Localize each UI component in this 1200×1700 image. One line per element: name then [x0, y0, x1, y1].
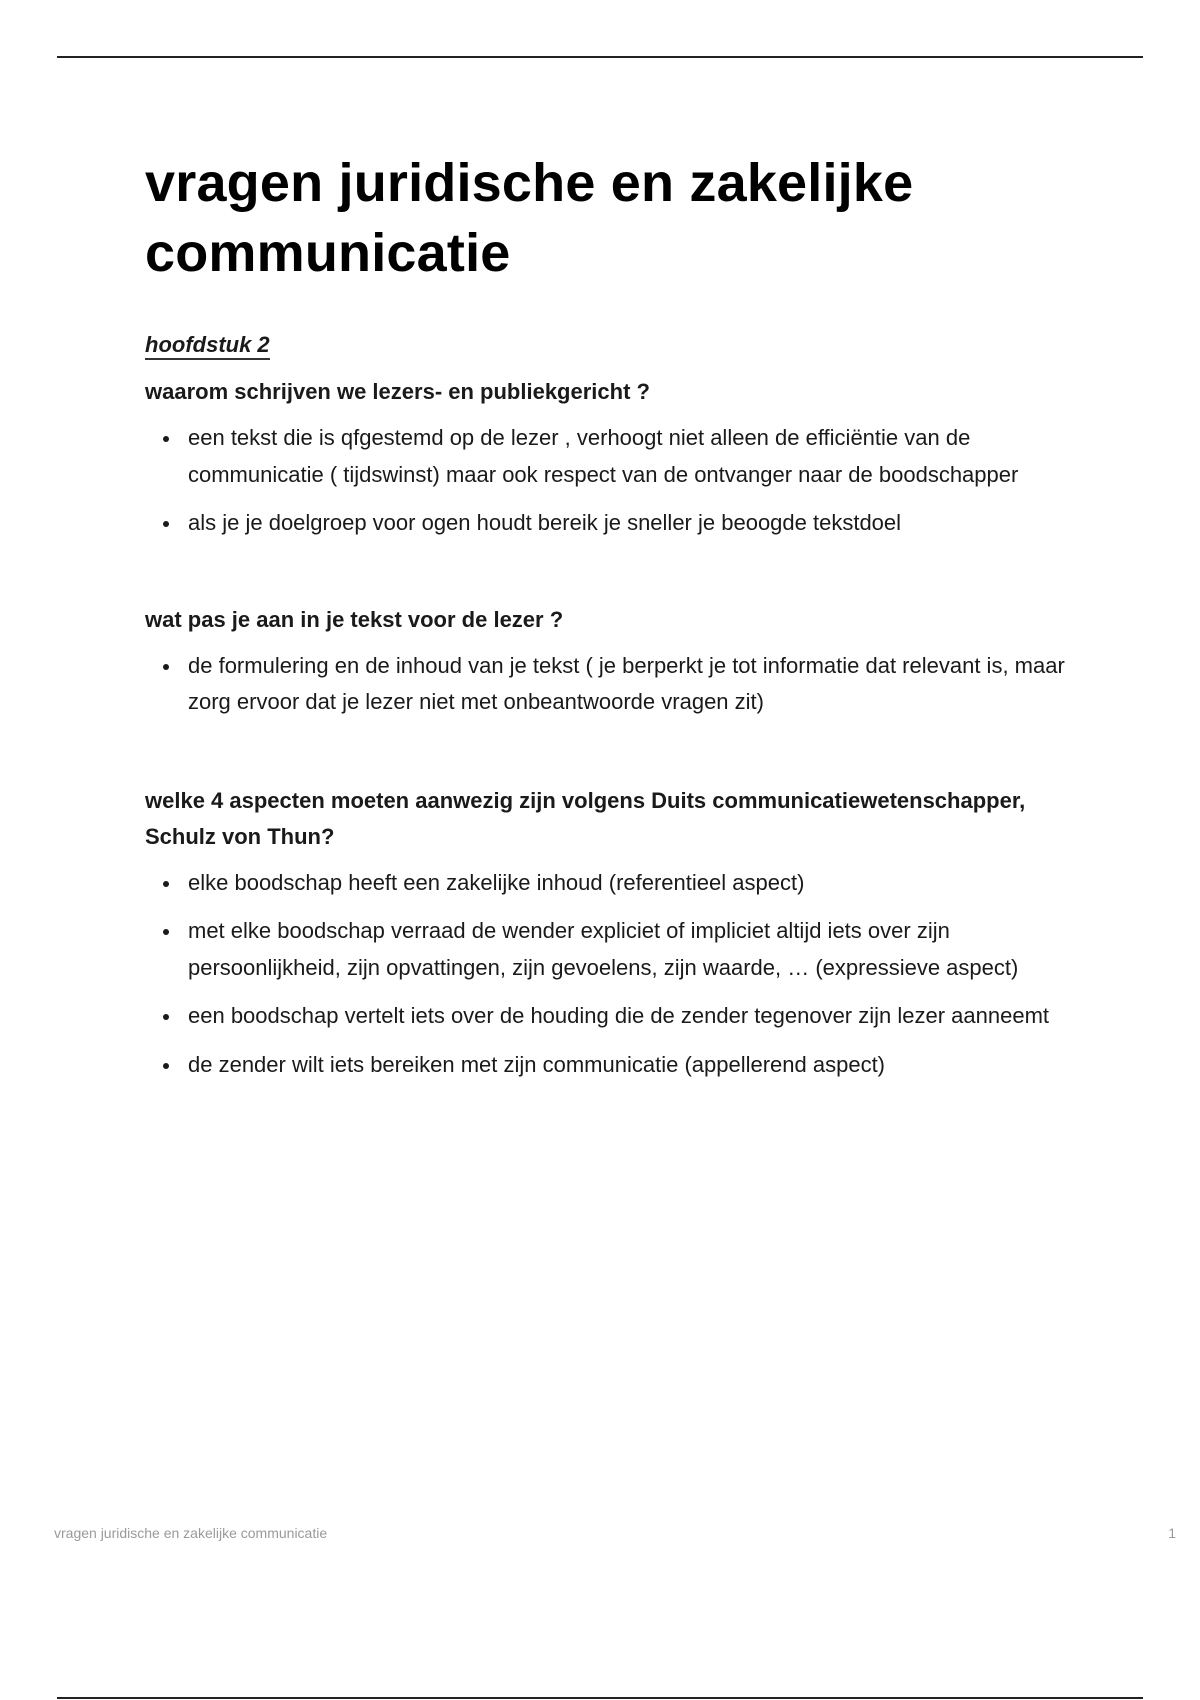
top-rule [57, 56, 1143, 58]
chapter-heading [145, 288, 1075, 360]
answer-item: een boodschap vertelt iets over de houding die de zender tegenover zijn lezer aanneemt [145, 998, 1075, 1035]
question-heading: welke 4 aspecten moeten aanwezig zijn volgens Duits communicatiewetenschapper, Schulz von Thun? [145, 787, 1026, 849]
answer-item: een tekst die is qfgestemd op de lezer , verhoogt niet alleen de efficiëntie van de communicatie ( tijdswinst) maar ook respect van de ontvanger naar de boodschapper [145, 420, 1075, 493]
document-title: vragen juridische en zakelijke communicatie [145, 153, 914, 283]
question-heading: waarom schrijven we lezers- en publiekgericht ? [145, 379, 650, 404]
footer-page-number: 1 [1168, 1525, 1176, 1541]
question-section-1 [145, 374, 1075, 542]
answer-item: als je je doelgroep voor ogen houdt bereik je sneller je beoogde tekstdoel [145, 505, 1075, 542]
footer-document-title: vragen juridische en zakelijke communicatie [54, 1525, 328, 1541]
answer-item: elke boodschap heeft een zakelijke inhoud (referentieel aspect) [145, 865, 1075, 902]
document-body [145, 148, 1075, 1095]
chapter-heading-text: hoofdstuk 2 [145, 332, 270, 360]
bottom-rule [57, 1697, 1143, 1699]
question-section-2 [145, 602, 1075, 721]
answer-item: met elke boodschap verraad de wender expliciet of impliciet altijd iets over zijn persoonlijkheid, zijn opvattingen, zijn gevoelens, zijn waarde, … (expressieve aspect) [145, 913, 1075, 986]
answer-item: de formulering en de inhoud van je tekst ( je berperkt je tot informatie dat relevant is, maar zorg ervoor dat je lezer niet met onbeantwoorde vragen zit) [145, 648, 1075, 721]
question-section-3 [145, 783, 1075, 1084]
answer-list [145, 420, 1075, 542]
answer-list [145, 648, 1075, 721]
answer-item: de zender wilt iets bereiken met zijn communicatie (appellerend aspect) [145, 1047, 1075, 1084]
answer-list [145, 865, 1075, 1084]
question-heading: wat pas je aan in je tekst voor de lezer ? [145, 606, 564, 632]
